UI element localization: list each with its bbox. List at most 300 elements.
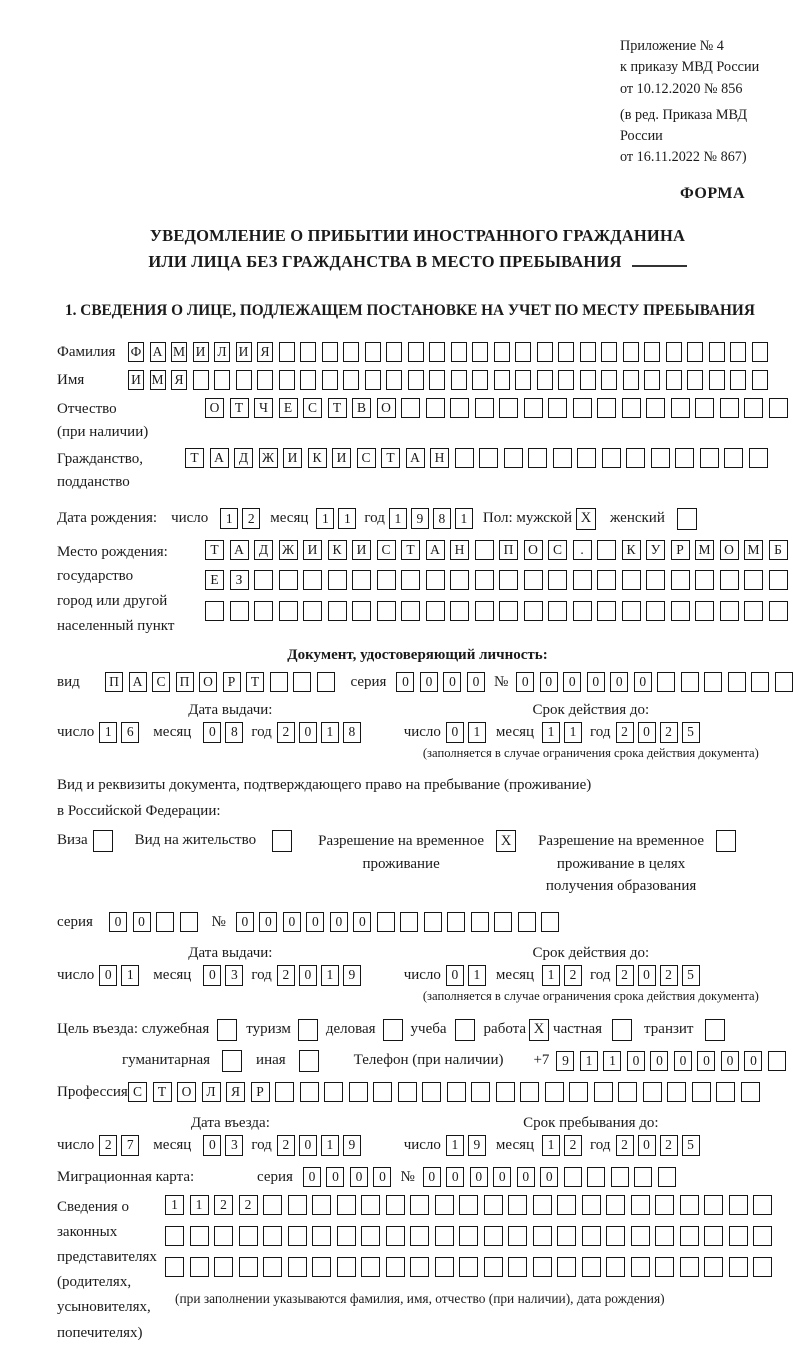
char-box[interactable]: 0 xyxy=(446,1167,464,1187)
char-box[interactable] xyxy=(426,601,445,621)
char-box[interactable] xyxy=(279,370,295,390)
char-box[interactable]: 0 xyxy=(744,1051,762,1071)
char-box[interactable]: Р xyxy=(671,540,690,560)
char-box[interactable]: 1 xyxy=(99,722,117,743)
char-box[interactable]: 0 xyxy=(638,722,656,743)
char-box[interactable]: Р xyxy=(251,1082,270,1102)
char-box[interactable]: 0 xyxy=(303,1167,321,1187)
char-box[interactable]: 1 xyxy=(321,965,339,986)
char-box[interactable] xyxy=(631,1226,650,1246)
char-box[interactable]: 0 xyxy=(353,912,371,932)
char-box[interactable]: 0 xyxy=(306,912,324,932)
char-box[interactable] xyxy=(471,912,489,932)
char-box[interactable] xyxy=(279,570,298,590)
char-box[interactable] xyxy=(429,342,445,362)
char-box[interactable] xyxy=(564,1167,582,1187)
char-box[interactable]: Т xyxy=(328,398,347,418)
char-box[interactable] xyxy=(753,1226,772,1246)
char-box[interactable] xyxy=(429,370,445,390)
char-box[interactable] xyxy=(471,1082,490,1102)
char-box[interactable] xyxy=(303,601,322,621)
char-box[interactable] xyxy=(214,370,230,390)
char-box[interactable] xyxy=(646,398,665,418)
char-box[interactable] xyxy=(361,1257,380,1277)
char-box[interactable]: . xyxy=(573,540,592,560)
char-box[interactable] xyxy=(499,601,518,621)
char-box[interactable]: 2 xyxy=(277,965,295,986)
char-box[interactable] xyxy=(680,1226,699,1246)
char-box[interactable] xyxy=(435,1257,454,1277)
char-box[interactable] xyxy=(386,1226,405,1246)
char-box[interactable] xyxy=(704,1257,723,1277)
char-box[interactable] xyxy=(622,398,641,418)
char-box[interactable]: О xyxy=(524,540,543,560)
char-box[interactable] xyxy=(775,672,793,692)
char-box[interactable] xyxy=(606,1226,625,1246)
char-box[interactable] xyxy=(541,912,559,932)
char-box[interactable]: 0 xyxy=(330,912,348,932)
checkbox-work[interactable]: X xyxy=(529,1019,549,1041)
char-box[interactable] xyxy=(312,1195,331,1215)
char-box[interactable]: И xyxy=(303,540,322,560)
char-box[interactable]: У xyxy=(646,540,665,560)
char-box[interactable]: Р xyxy=(223,672,241,692)
char-box[interactable] xyxy=(631,1195,650,1215)
char-box[interactable] xyxy=(646,570,665,590)
char-box[interactable]: 1 xyxy=(542,722,560,743)
char-box[interactable]: 0 xyxy=(420,672,438,692)
char-box[interactable]: 1 xyxy=(580,1051,598,1071)
char-box[interactable]: 1 xyxy=(603,1051,621,1071)
char-box[interactable]: И xyxy=(193,342,209,362)
char-box[interactable]: 2 xyxy=(99,1135,117,1156)
char-box[interactable] xyxy=(594,1082,613,1102)
char-box[interactable]: 3 xyxy=(225,1135,243,1156)
char-box[interactable] xyxy=(582,1195,601,1215)
char-box[interactable]: 0 xyxy=(299,722,317,743)
char-box[interactable]: 0 xyxy=(540,672,558,692)
char-box[interactable] xyxy=(582,1257,601,1277)
char-box[interactable] xyxy=(558,370,574,390)
char-box[interactable] xyxy=(288,1226,307,1246)
char-box[interactable] xyxy=(730,342,746,362)
char-box[interactable]: 0 xyxy=(203,1135,221,1156)
char-box[interactable] xyxy=(401,601,420,621)
char-box[interactable]: С xyxy=(357,448,376,468)
char-box[interactable]: 1 xyxy=(321,1135,339,1156)
char-box[interactable] xyxy=(288,1195,307,1215)
char-box[interactable]: 9 xyxy=(343,1135,361,1156)
char-box[interactable] xyxy=(165,1257,184,1277)
char-box[interactable] xyxy=(401,570,420,590)
char-box[interactable] xyxy=(312,1226,331,1246)
checkbox-temp-residence[interactable]: X xyxy=(496,830,516,852)
char-box[interactable] xyxy=(459,1257,478,1277)
char-box[interactable] xyxy=(720,570,739,590)
char-box[interactable]: 9 xyxy=(468,1135,486,1156)
char-box[interactable] xyxy=(401,398,420,418)
char-box[interactable]: 2 xyxy=(616,1135,634,1156)
char-box[interactable]: 2 xyxy=(239,1195,258,1215)
char-box[interactable] xyxy=(524,570,543,590)
char-box[interactable] xyxy=(533,1195,552,1215)
char-box[interactable] xyxy=(749,448,768,468)
checkbox-official[interactable] xyxy=(217,1019,237,1041)
char-box[interactable] xyxy=(643,1082,662,1102)
char-box[interactable]: Н xyxy=(430,448,449,468)
char-box[interactable] xyxy=(254,570,273,590)
char-box[interactable] xyxy=(724,448,743,468)
char-box[interactable] xyxy=(646,601,665,621)
char-box[interactable]: П xyxy=(105,672,123,692)
char-box[interactable]: 0 xyxy=(634,672,652,692)
char-box[interactable]: Т xyxy=(230,398,249,418)
char-box[interactable] xyxy=(553,448,572,468)
char-box[interactable]: 2 xyxy=(214,1195,233,1215)
char-box[interactable]: 0 xyxy=(373,1167,391,1187)
char-box[interactable] xyxy=(537,370,553,390)
char-box[interactable]: 0 xyxy=(299,1135,317,1156)
char-box[interactable] xyxy=(279,601,298,621)
char-box[interactable] xyxy=(504,448,523,468)
char-box[interactable] xyxy=(494,370,510,390)
char-box[interactable] xyxy=(312,1257,331,1277)
char-box[interactable] xyxy=(644,342,660,362)
char-box[interactable] xyxy=(744,601,763,621)
char-box[interactable]: О xyxy=(205,398,224,418)
char-box[interactable] xyxy=(494,342,510,362)
char-box[interactable] xyxy=(386,370,402,390)
char-box[interactable] xyxy=(557,1226,576,1246)
char-box[interactable] xyxy=(293,672,311,692)
char-box[interactable] xyxy=(365,370,381,390)
char-box[interactable]: 1 xyxy=(165,1195,184,1215)
char-box[interactable]: 0 xyxy=(109,912,127,932)
char-box[interactable] xyxy=(671,398,690,418)
char-box[interactable]: Е xyxy=(279,398,298,418)
char-box[interactable]: 0 xyxy=(627,1051,645,1071)
char-box[interactable]: Я xyxy=(257,342,273,362)
char-box[interactable]: 2 xyxy=(616,722,634,743)
char-box[interactable] xyxy=(455,448,474,468)
char-box[interactable]: М xyxy=(171,342,187,362)
char-box[interactable] xyxy=(709,342,725,362)
char-box[interactable] xyxy=(352,601,371,621)
char-box[interactable] xyxy=(156,912,174,932)
char-box[interactable]: 0 xyxy=(563,672,581,692)
checkbox-male[interactable]: X xyxy=(576,508,596,530)
char-box[interactable]: А xyxy=(129,672,147,692)
char-box[interactable]: 5 xyxy=(682,1135,700,1156)
char-box[interactable] xyxy=(398,1082,417,1102)
char-box[interactable] xyxy=(479,448,498,468)
char-box[interactable] xyxy=(328,570,347,590)
char-box[interactable]: 2 xyxy=(564,1135,582,1156)
char-box[interactable] xyxy=(426,570,445,590)
char-box[interactable] xyxy=(239,1226,258,1246)
char-box[interactable] xyxy=(657,672,675,692)
char-box[interactable]: 0 xyxy=(610,672,628,692)
char-box[interactable] xyxy=(631,1257,650,1277)
char-box[interactable] xyxy=(692,1082,711,1102)
char-box[interactable] xyxy=(205,601,224,621)
char-box[interactable]: 0 xyxy=(721,1051,739,1071)
char-box[interactable] xyxy=(666,370,682,390)
char-box[interactable]: 5 xyxy=(682,965,700,986)
char-box[interactable] xyxy=(601,370,617,390)
char-box[interactable] xyxy=(239,1257,258,1277)
char-box[interactable] xyxy=(343,370,359,390)
char-box[interactable] xyxy=(349,1082,368,1102)
char-box[interactable] xyxy=(753,1195,772,1215)
char-box[interactable] xyxy=(472,370,488,390)
char-box[interactable]: А xyxy=(426,540,445,560)
char-box[interactable] xyxy=(365,342,381,362)
char-box[interactable] xyxy=(675,448,694,468)
char-box[interactable]: 0 xyxy=(650,1051,668,1071)
char-box[interactable] xyxy=(741,1082,760,1102)
char-box[interactable] xyxy=(373,1082,392,1102)
char-box[interactable] xyxy=(573,570,592,590)
char-box[interactable] xyxy=(435,1195,454,1215)
char-box[interactable]: Д xyxy=(254,540,273,560)
char-box[interactable] xyxy=(601,342,617,362)
char-box[interactable] xyxy=(618,1082,637,1102)
char-box[interactable]: 0 xyxy=(516,672,534,692)
char-box[interactable] xyxy=(257,370,273,390)
char-box[interactable] xyxy=(597,540,616,560)
char-box[interactable] xyxy=(655,1226,674,1246)
char-box[interactable] xyxy=(687,342,703,362)
char-box[interactable] xyxy=(475,398,494,418)
char-box[interactable] xyxy=(377,912,395,932)
char-box[interactable] xyxy=(270,672,288,692)
char-box[interactable] xyxy=(263,1195,282,1215)
char-box[interactable]: К xyxy=(622,540,641,560)
char-box[interactable] xyxy=(254,601,273,621)
char-box[interactable] xyxy=(214,1226,233,1246)
char-box[interactable] xyxy=(744,398,763,418)
char-box[interactable]: 2 xyxy=(660,1135,678,1156)
char-box[interactable]: 2 xyxy=(616,965,634,986)
char-box[interactable] xyxy=(499,398,518,418)
char-box[interactable] xyxy=(651,448,670,468)
char-box[interactable]: Д xyxy=(234,448,253,468)
checkbox-temp-residence-edu[interactable] xyxy=(716,830,736,852)
char-box[interactable] xyxy=(548,601,567,621)
char-box[interactable] xyxy=(472,342,488,362)
char-box[interactable]: С xyxy=(128,1082,147,1102)
char-box[interactable]: 0 xyxy=(697,1051,715,1071)
char-box[interactable] xyxy=(728,672,746,692)
char-box[interactable]: И xyxy=(332,448,351,468)
char-box[interactable] xyxy=(626,448,645,468)
char-box[interactable] xyxy=(528,448,547,468)
char-box[interactable] xyxy=(236,370,252,390)
char-box[interactable]: Т xyxy=(381,448,400,468)
char-box[interactable]: 0 xyxy=(203,722,221,743)
char-box[interactable] xyxy=(288,1257,307,1277)
char-box[interactable]: 0 xyxy=(99,965,117,986)
char-box[interactable] xyxy=(450,570,469,590)
char-box[interactable]: А xyxy=(406,448,425,468)
char-box[interactable] xyxy=(533,1226,552,1246)
char-box[interactable] xyxy=(447,1082,466,1102)
char-box[interactable] xyxy=(658,1167,676,1187)
char-box[interactable] xyxy=(752,370,768,390)
char-box[interactable] xyxy=(709,370,725,390)
char-box[interactable] xyxy=(515,342,531,362)
char-box[interactable] xyxy=(361,1195,380,1215)
checkbox-business[interactable] xyxy=(383,1019,403,1041)
char-box[interactable]: Ф xyxy=(128,342,144,362)
char-box[interactable] xyxy=(597,570,616,590)
char-box[interactable] xyxy=(569,1082,588,1102)
char-box[interactable]: И xyxy=(283,448,302,468)
char-box[interactable] xyxy=(361,1226,380,1246)
char-box[interactable]: 0 xyxy=(446,722,464,743)
char-box[interactable]: 2 xyxy=(277,1135,295,1156)
checkbox-study[interactable] xyxy=(455,1019,475,1041)
char-box[interactable] xyxy=(597,601,616,621)
char-box[interactable] xyxy=(577,448,596,468)
char-box[interactable]: 0 xyxy=(350,1167,368,1187)
char-box[interactable] xyxy=(769,601,788,621)
char-box[interactable] xyxy=(680,1257,699,1277)
char-box[interactable] xyxy=(343,342,359,362)
char-box[interactable] xyxy=(410,1226,429,1246)
char-box[interactable]: 0 xyxy=(470,1167,488,1187)
char-box[interactable] xyxy=(729,1195,748,1215)
char-box[interactable]: 0 xyxy=(443,672,461,692)
char-box[interactable] xyxy=(558,342,574,362)
char-box[interactable]: С xyxy=(152,672,170,692)
char-box[interactable] xyxy=(475,601,494,621)
char-box[interactable] xyxy=(548,570,567,590)
char-box[interactable] xyxy=(426,398,445,418)
char-box[interactable] xyxy=(520,1082,539,1102)
char-box[interactable] xyxy=(769,398,788,418)
char-box[interactable] xyxy=(410,1257,429,1277)
char-box[interactable] xyxy=(424,912,442,932)
char-box[interactable] xyxy=(450,398,469,418)
char-box[interactable]: С xyxy=(377,540,396,560)
char-box[interactable] xyxy=(769,570,788,590)
char-box[interactable] xyxy=(695,570,714,590)
char-box[interactable]: 0 xyxy=(540,1167,558,1187)
char-box[interactable]: 1 xyxy=(121,965,139,986)
char-box[interactable] xyxy=(214,1257,233,1277)
char-box[interactable]: 1 xyxy=(542,1135,560,1156)
char-box[interactable] xyxy=(730,370,746,390)
char-box[interactable]: О xyxy=(199,672,217,692)
char-box[interactable]: В xyxy=(352,398,371,418)
char-box[interactable]: 0 xyxy=(467,672,485,692)
char-box[interactable] xyxy=(451,342,467,362)
char-box[interactable] xyxy=(475,540,494,560)
checkbox-other[interactable] xyxy=(299,1050,319,1072)
char-box[interactable]: А xyxy=(230,540,249,560)
char-box[interactable] xyxy=(753,1257,772,1277)
char-box[interactable] xyxy=(322,370,338,390)
char-box[interactable] xyxy=(695,398,714,418)
char-box[interactable]: 9 xyxy=(343,965,361,986)
char-box[interactable] xyxy=(422,1082,441,1102)
char-box[interactable] xyxy=(451,370,467,390)
char-box[interactable]: И xyxy=(128,370,144,390)
char-box[interactable]: Т xyxy=(401,540,420,560)
char-box[interactable] xyxy=(622,570,641,590)
char-box[interactable]: 2 xyxy=(564,965,582,986)
char-box[interactable] xyxy=(508,1226,527,1246)
char-box[interactable] xyxy=(623,342,639,362)
char-box[interactable]: 0 xyxy=(236,912,254,932)
char-box[interactable] xyxy=(716,1082,735,1102)
checkbox-private[interactable] xyxy=(612,1019,632,1041)
char-box[interactable] xyxy=(484,1257,503,1277)
char-box[interactable] xyxy=(322,342,338,362)
char-box[interactable] xyxy=(279,342,295,362)
char-box[interactable] xyxy=(768,1051,786,1071)
char-box[interactable] xyxy=(275,1082,294,1102)
char-box[interactable] xyxy=(180,912,198,932)
char-box[interactable]: 0 xyxy=(446,965,464,986)
char-box[interactable] xyxy=(484,1195,503,1215)
char-box[interactable] xyxy=(597,398,616,418)
char-box[interactable] xyxy=(606,1257,625,1277)
char-box[interactable] xyxy=(695,601,714,621)
char-box[interactable] xyxy=(704,672,722,692)
char-box[interactable] xyxy=(410,1195,429,1215)
char-box[interactable]: 8 xyxy=(225,722,243,743)
char-box[interactable] xyxy=(518,912,536,932)
char-box[interactable]: О xyxy=(377,398,396,418)
char-box[interactable] xyxy=(582,1226,601,1246)
char-box[interactable] xyxy=(700,448,719,468)
char-box[interactable] xyxy=(751,672,769,692)
char-box[interactable]: К xyxy=(308,448,327,468)
char-box[interactable]: 0 xyxy=(283,912,301,932)
char-box[interactable] xyxy=(606,1195,625,1215)
char-box[interactable]: П xyxy=(176,672,194,692)
char-box[interactable] xyxy=(508,1195,527,1215)
checkbox-residence-permit[interactable] xyxy=(272,830,292,852)
char-box[interactable]: 1 xyxy=(468,965,486,986)
char-box[interactable]: Л xyxy=(202,1082,221,1102)
char-box[interactable]: 5 xyxy=(682,722,700,743)
char-box[interactable]: 0 xyxy=(423,1167,441,1187)
char-box[interactable]: З xyxy=(230,570,249,590)
char-box[interactable]: 1 xyxy=(564,722,582,743)
char-box[interactable] xyxy=(408,370,424,390)
char-box[interactable] xyxy=(655,1257,674,1277)
char-box[interactable] xyxy=(623,370,639,390)
char-box[interactable]: Т xyxy=(153,1082,172,1102)
char-box[interactable] xyxy=(667,1082,686,1102)
char-box[interactable]: 1 xyxy=(389,508,407,529)
char-box[interactable]: Т xyxy=(205,540,224,560)
char-box[interactable] xyxy=(494,912,512,932)
char-box[interactable] xyxy=(499,570,518,590)
char-box[interactable]: 2 xyxy=(242,508,260,529)
char-box[interactable] xyxy=(720,601,739,621)
char-box[interactable]: И xyxy=(236,342,252,362)
char-box[interactable] xyxy=(602,448,621,468)
checkbox-female[interactable] xyxy=(677,508,697,530)
char-box[interactable]: 1 xyxy=(468,722,486,743)
char-box[interactable]: 1 xyxy=(220,508,238,529)
char-box[interactable]: 0 xyxy=(259,912,277,932)
